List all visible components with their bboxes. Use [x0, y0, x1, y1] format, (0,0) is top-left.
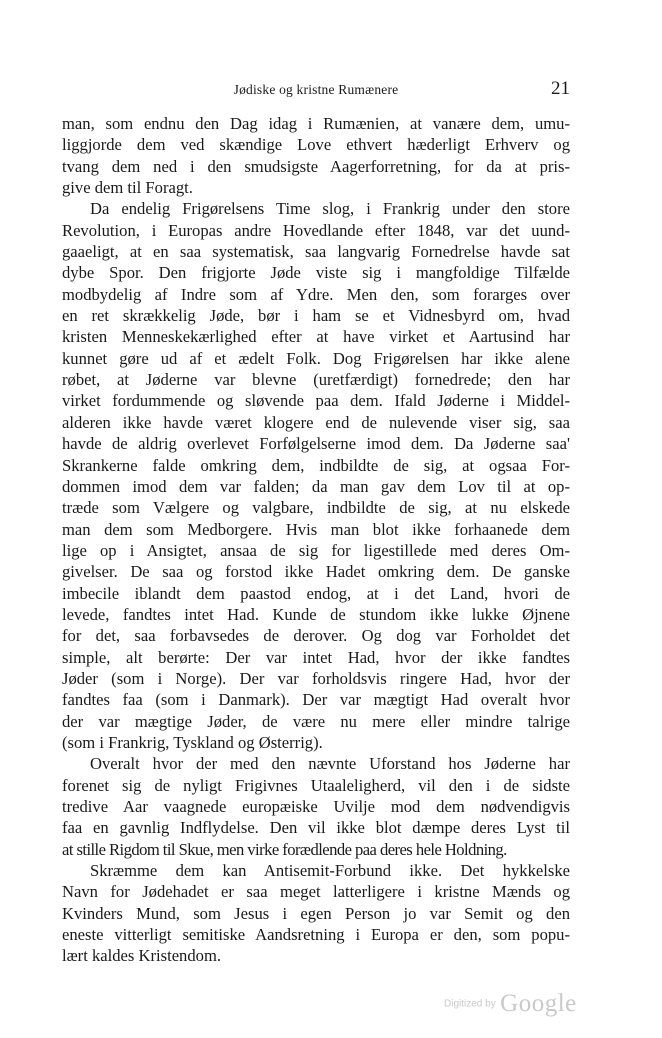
text-line: man dem som Medborgere. Hvis man blot ikke forhaanede dem	[62, 519, 570, 539]
text-line: røbet, at Jøderne var blevne (uretfærdigt) fornedrede; den har	[62, 370, 570, 390]
watermark-prefix: Digitized by	[444, 998, 496, 1010]
digitized-by-google-watermark	[444, 990, 577, 1020]
text-line: fandtes faa (som i Danmark). Der var mægtigt Had overalt hvor	[62, 690, 570, 710]
text-line: dybe Spor. Den frigjorte Jøde viste sig i mangfoldige Tilfælde	[62, 263, 570, 283]
text-line: gaaeligt, at en saa systematisk, saa langvarig Fornedrelse havde sat	[62, 242, 570, 262]
text-line: Skrankerne falde omkring dem, indbildte de sig, at ogsaa For-	[62, 455, 570, 475]
text-line: for det, saa forbavsedes de derover. Og dog var Forholdet det	[62, 626, 570, 646]
running-head	[62, 78, 570, 102]
body-text	[62, 113, 570, 967]
text-line: alderen ikke havde været klogere end de nulevende viser sig, saa	[62, 412, 570, 432]
text-line: Revolution, i Europas andre Hovedlande efter 1848, var det uund-	[62, 220, 570, 240]
text-line: givelser. De saa og forstod ikke Hadet omkring dem. De ganske	[62, 562, 570, 582]
text-line: modbydelig af Indre som af Ydre. Men den, som forarges over	[62, 284, 570, 304]
text-line: faa en gavnlig Indflydelse. Den vil ikke blot dæmpe deres Lyst til	[62, 818, 570, 838]
text-line: Overalt hvor der med den nævnte Uforstand hos Jøderne har	[90, 754, 570, 774]
text-line: Jøder (som i Norge). Der var forholdsvis ringere Had, hvor der	[62, 668, 570, 688]
text-line: der var mægtige Jøder, de være nu mere eller mindre talrige	[62, 711, 570, 731]
text-line: træde som Vælgere og valgbare, indbildte de sig, at nu elskede	[62, 498, 570, 518]
page-number: 21	[551, 78, 570, 99]
text-line: Skræmme dem kan Antisemit-Forbund ikke. Det hykkelske	[90, 861, 570, 881]
text-line: (som i Frankrig, Tyskland og Østerrig).	[62, 732, 323, 752]
text-line: forenet sig de nyligt Frigivnes Utaaleligherd, vil den i de sidste	[62, 775, 570, 795]
google-logo: Google	[500, 990, 577, 1017]
text-line: kristen Menneskekærlighed efter at have virket et Aartusind har	[62, 327, 570, 347]
text-line: eneste vitterligt semitiske Aandsretning i Europa er den, som popu-	[62, 925, 570, 945]
text-line: Da endelig Frigørelsens Time slog, i Frankrig under den store	[90, 199, 570, 219]
text-line: kunnet gøre ud af et ædelt Folk. Dog Frigørelsen har ikke alene	[62, 348, 570, 368]
text-line: dommen imod dem var falden; da man gav dem Lov til at op-	[62, 476, 570, 496]
text-line: lige op i Ansigtet, ansaa de sig for ligestillede med deres Om-	[62, 540, 570, 560]
text-line: en ret skrækkelig Jøde, bør i ham se et Vidnesbyrd om, hvad	[62, 306, 570, 326]
running-title: Jødiske og kristne Rumænere	[233, 82, 399, 97]
text-line: levede, fandtes intet Had. Kunde de stundom ikke lukke Øjnene	[62, 604, 570, 624]
text-line: tredive Aar vaagnede europæiske Uvilje mod dem nødvendigvis	[62, 797, 570, 816]
text-line: virket fordummende og sløvende paa dem. Ifald Jøderne i Middel-	[62, 391, 570, 411]
text-line: give dem til Foragt.	[62, 178, 193, 198]
text-line: lært kaldes Kristendom.	[62, 946, 222, 966]
text-line: havde de aldrig overlevet Forfølgelserne imod dem. Da Jøderne saa'	[62, 434, 570, 454]
text-line: simple, alt berørte: Der var intet Had, hvor der ikke fandtes	[62, 647, 570, 667]
text-line: Navn for Jødehadet er saa meget latterligere i kristne Mænds og	[62, 882, 570, 902]
text-line: at stille Rigdom til Skue, men virke forædlende paa deres hele Holdning.	[62, 839, 507, 859]
text-line: Kvinders Mund, som Jesus i egen Person jo var Semit og den	[62, 903, 570, 923]
text-line: imbecile iblandt dem paastod endog, at i det Land, hvori de	[62, 583, 570, 603]
text-line: man, som endnu den Dag idag i Rumænien, at vanære dem, umu-	[62, 114, 570, 133]
text-line: tvang dem ned i den smudsigste Aagerforretning, for da at pris-	[62, 156, 570, 176]
text-line: liggjorde dem ved skændige Love ethvert hæderligt Erhverv og	[62, 135, 570, 155]
